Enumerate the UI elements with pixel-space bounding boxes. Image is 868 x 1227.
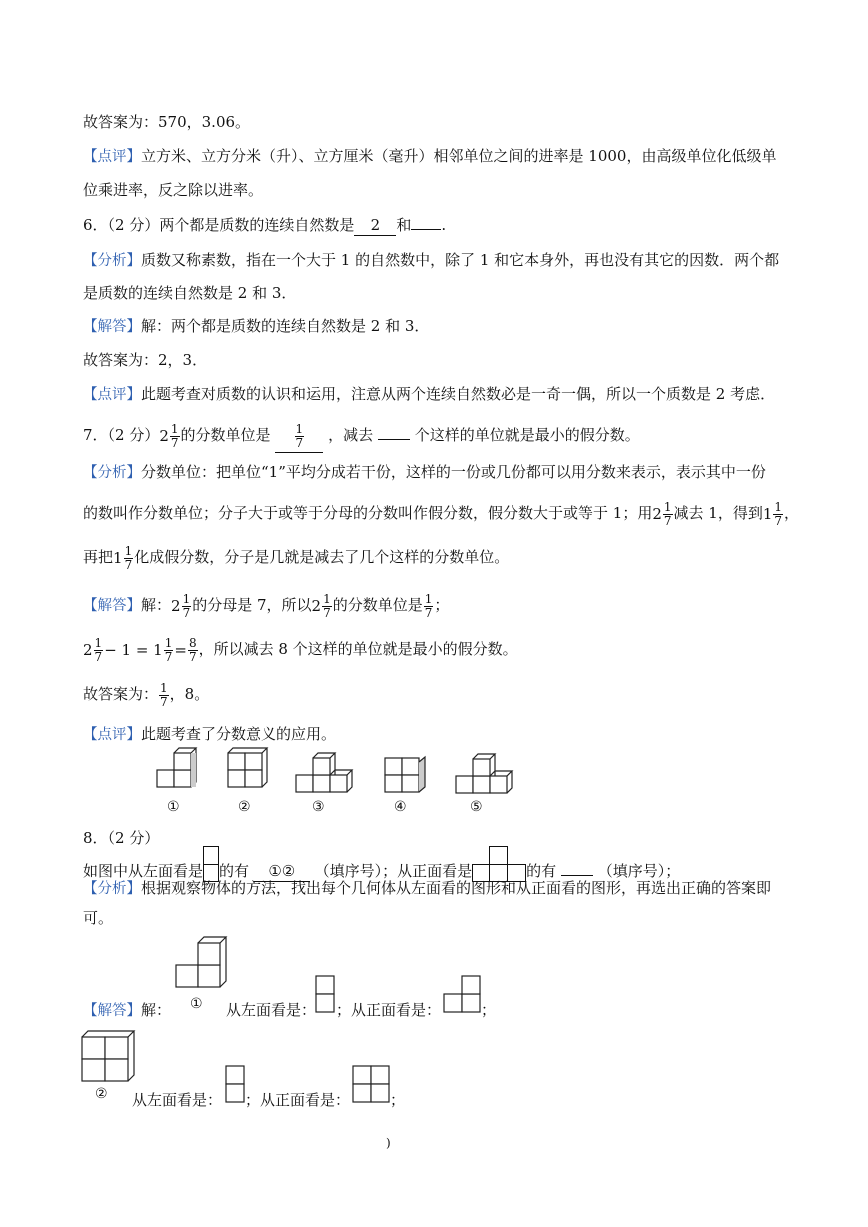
solution-8-line-1: 【解答】解：: [83, 1001, 172, 1019]
solution-6: 【解答】解：两个都是质数的连续自然数是 2 和 3．: [83, 317, 430, 335]
solution-label-1: ①: [190, 996, 203, 1012]
solution-8-left-view-text-1: 从左面看是：: [226, 1001, 317, 1019]
question-8-title: 8．（2 分）: [83, 829, 160, 847]
solution-tag: 【解答】: [83, 598, 141, 614]
solution-8-end-2: ；: [390, 1091, 406, 1109]
answer-line-570: 故答案为：570，3.06。: [83, 113, 251, 131]
question-8: 如图中从左面看是 的有 ①② （填序号）；从正面看是 的有 （填序号）；: [83, 846, 680, 882]
solution-8-end-1: ；: [481, 1001, 497, 1019]
analysis-6-line-1: 【分析】质数又称素数，指在一个大于 1 的自然数中，除了 1 和它本身外，再也没有其它的因数．两个都: [83, 251, 780, 269]
solution-8-front-view-text-1: ；从正面看是：: [336, 1001, 442, 1019]
blank-answer-1: 2: [354, 215, 396, 236]
comment-tag: 【点评】: [83, 727, 141, 743]
comment-line-1: 【点评】立方米、立方分米（升）、立方厘米（毫升）相邻单位之间的进率是 1000，由高级单位化低级单: [83, 147, 777, 165]
figure-label-5: ⑤: [470, 799, 483, 815]
solution-7-line-2: 2 $\frac{1}{7}$ − 1 = 1 $\frac{1}{7}$ = $\frac{8}{7}$ ，所以减去 8 个这样的单位就是最小的假分数。: [83, 635, 518, 664]
analysis-tag: 【分析】: [83, 465, 141, 481]
question-6: 6．（2 分）两个都是质数的连续自然数是 2 和 .: [83, 216, 447, 234]
answer-6: 故答案为：2，3．: [83, 351, 208, 369]
figure-label-2: ②: [238, 799, 251, 815]
left-view-2: [226, 1066, 244, 1102]
solution-8-front-view-text-2: ；从正面看是：: [245, 1091, 351, 1109]
analysis-8-line-1: 【分析】根据观察物体的方法，找出每个几何体从左面看的图形和从正面看的图形，再选出正确的答案即: [83, 879, 772, 897]
answer-7: 故答案为： $\frac{1}{7}$ ，8。: [83, 680, 210, 709]
analysis-tag: 【分析】: [83, 881, 141, 897]
comment-tag: 【点评】: [83, 149, 141, 165]
comment-line-2: 位乘进率，反之除以进率。: [83, 181, 264, 199]
comment-6: 【点评】此题考查对质数的认识和运用，注意从两个连续自然数必是一奇一偶，所以一个质数是 2 考虑．: [83, 385, 776, 403]
question-7: 7．（2 分）2 $\frac{1}{7}$ 的分数单位是 $\frac{1}{7}$ ，减去 个这样的单位就是最小的假分数。: [83, 418, 640, 453]
analysis-6-line-2: 是质数的连续自然数是 2 和 3．: [83, 284, 297, 302]
page-footer: ): [386, 1136, 391, 1150]
solution-figure-2: [82, 1031, 134, 1081]
blank-fraction-answer: $\frac{1}{7}$: [275, 418, 323, 453]
analysis-7-line-3: 再把1 $\frac{1}{7}$ 化成假分数，分子是几就是减去了几个这样的分数单位。: [83, 543, 510, 572]
figure-label-3: ③: [312, 799, 325, 815]
left-view-1: [316, 976, 334, 1012]
figure-label-1: ①: [167, 799, 180, 815]
comment-7: 【点评】此题考查了分数意义的应用。: [83, 725, 337, 743]
front-view-2: [353, 1066, 389, 1102]
solution-7-line-1: 【解答】解：2 $\frac{1}{7}$ 的分母是 7，所以2 $\frac{1}{7}$ 的分数单位是 $\frac{1}{7}$ ；: [83, 591, 450, 620]
solution-8-left-view-text-2: 从左面看是：: [132, 1091, 223, 1109]
front-view-1: [444, 976, 480, 1012]
analysis-8-line-2: 可。: [83, 909, 114, 927]
solution-figure-1: [176, 937, 226, 987]
analysis-tag: 【分析】: [83, 253, 141, 269]
comment-tag: 【点评】: [83, 387, 141, 403]
solution-label-2: ②: [95, 1086, 108, 1102]
blank-answer-4: ①②: [254, 861, 310, 882]
fraction-1-7: $\frac{1}{7}$: [170, 421, 179, 450]
solution-tag: 【解答】: [83, 1003, 141, 1019]
solution-tag: 【解答】: [83, 319, 141, 335]
analysis-7-line-1: 【分析】分数单位：把单位“1”平均分成若干份，这样的一份或几份都可以用分数来表示，表示其中一份: [83, 463, 766, 481]
analysis-7-line-2: 的数叫作分数单位；分子大于或等于分母的分数叫作假分数，假分数大于或等于 1；用2 $\frac{1}{7}$ 减去 1，得到1 $\frac{1}{7}$ ，: [83, 499, 800, 528]
figure-label-4: ④: [394, 799, 407, 815]
